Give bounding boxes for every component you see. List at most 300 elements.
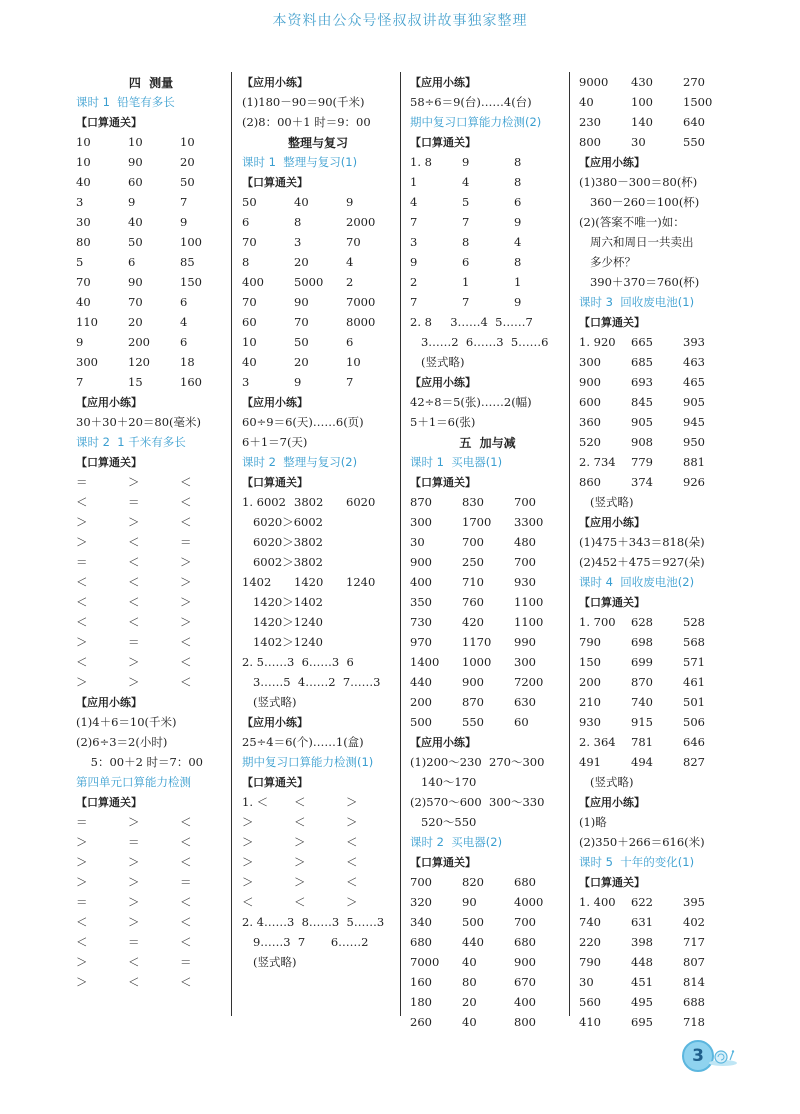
answer-cell: ＞: [76, 675, 88, 689]
answer-text: (1)4＋6＝10(千米): [76, 715, 177, 729]
answer-text: (2)6÷3＝2(小时): [76, 735, 168, 749]
lesson-heading: 课时 1 买电器(1): [410, 455, 503, 469]
answer-cell: 350: [410, 595, 432, 609]
answer-cell: 10: [242, 335, 257, 349]
answer-text: (竖式略): [242, 695, 297, 709]
answer-text: (2)350＋266＝616(米): [579, 835, 705, 849]
section-label: 【口算通关】: [579, 596, 645, 609]
answer-cell: ＝: [180, 955, 192, 969]
answer-cell: ＞: [180, 555, 192, 569]
answer-cell: 120: [128, 355, 150, 369]
answer-row: [76, 572, 226, 592]
answer-cell: 398: [631, 935, 653, 949]
answer-cell: 10: [76, 155, 91, 169]
answer-cell: ＝: [128, 635, 140, 649]
answer-column-2: [242, 72, 394, 1016]
answer-cell: ＜: [76, 495, 88, 509]
answer-cell: 461: [683, 675, 705, 689]
snail-icon: [708, 1046, 738, 1066]
answer-text: 390＋370＝760(杯): [579, 275, 700, 289]
answer-row: [579, 72, 729, 92]
answer-cell: 3: [76, 195, 84, 209]
answer-cell: 480: [514, 535, 536, 549]
answer-cell: 8000: [346, 315, 376, 329]
answer-cell: 1170: [462, 635, 492, 649]
answer-cell: 70: [128, 295, 143, 309]
answer-row: [410, 672, 565, 692]
section-label: 【应用小练】: [76, 396, 142, 409]
answer-cell: 717: [683, 935, 705, 949]
answer-cell: ＞: [242, 835, 254, 849]
answer-row: [76, 352, 226, 372]
answer-text: 6＋1＝7(天): [242, 435, 308, 449]
answer-row: [76, 832, 226, 852]
answer-cell: 926: [683, 475, 705, 489]
answer-cell: ＜: [180, 635, 192, 649]
section-label: 【应用小练】: [579, 796, 645, 809]
answer-cell: ＝: [180, 875, 192, 889]
answer-cell: 50: [242, 195, 257, 209]
answer-cell: 260: [410, 1015, 432, 1029]
answer-row: [242, 812, 394, 832]
answer-row: [579, 432, 729, 452]
answer-row: [76, 672, 226, 692]
answer-cell: ＞: [294, 875, 306, 889]
answer-text: 2. 8 3……4 5……7: [410, 315, 533, 329]
answer-cell: 440: [410, 675, 432, 689]
answer-cell: 9: [514, 295, 522, 309]
answer-text: (1)380－300＝80(杯): [579, 175, 698, 189]
answer-cell: ＞: [76, 955, 88, 969]
answer-cell: 40: [294, 195, 309, 209]
answer-cell: 410: [579, 1015, 601, 1029]
answer-cell: ＝: [76, 555, 88, 569]
answer-cell: 500: [462, 915, 484, 929]
answer-cell: 463: [683, 355, 705, 369]
answer-cell: 6: [242, 215, 250, 229]
answer-cell: 2. 734: [579, 455, 616, 469]
answer-cell: ＜: [294, 895, 306, 909]
answer-cell: ＜: [76, 615, 88, 629]
answer-cell: 3300: [514, 515, 544, 529]
answer-cell: ＞: [128, 515, 140, 529]
answer-cell: ＜: [76, 935, 88, 949]
answer-cell: ＞: [242, 815, 254, 829]
answer-cell: 20: [294, 255, 309, 269]
answer-cell: 440: [462, 935, 484, 949]
answer-row: [579, 732, 729, 752]
answer-cell: 710: [462, 575, 484, 589]
answer-cell: 402: [683, 915, 705, 929]
answer-cell: ＞: [294, 855, 306, 869]
answer-cell: 200: [410, 695, 432, 709]
answer-cell: 420: [462, 615, 484, 629]
answer-cell: 360: [579, 415, 601, 429]
answer-cell: 30: [76, 215, 91, 229]
answer-cell: 2: [346, 275, 354, 289]
answer-cell: 905: [683, 395, 705, 409]
answer-row: [242, 312, 394, 332]
answer-column-3: [410, 72, 565, 1029]
section-label: 【口算通关】: [579, 316, 645, 329]
answer-cell: ＜: [180, 895, 192, 909]
answer-cell: 140: [631, 115, 653, 129]
answer-cell: 5: [462, 195, 470, 209]
answer-row: [410, 972, 565, 992]
answer-cell: 930: [579, 715, 601, 729]
answer-row: [410, 232, 565, 252]
answer-cell: 6: [128, 255, 136, 269]
answer-text: 6020＞6002: [242, 515, 323, 529]
answer-cell: 300: [514, 655, 536, 669]
answer-cell: 1700: [462, 515, 492, 529]
answer-cell: 50: [294, 335, 309, 349]
answer-row: [579, 112, 729, 132]
answer-cell: 160: [180, 375, 202, 389]
lesson-heading: 课时 4 回收废电池(2): [579, 575, 695, 589]
answer-cell: 20: [294, 355, 309, 369]
answer-cell: 8: [514, 155, 522, 169]
answer-row: [410, 932, 565, 952]
answer-row: [76, 912, 226, 932]
answer-row: [579, 952, 729, 972]
answer-cell: 4: [462, 175, 470, 189]
answer-row: [76, 132, 226, 152]
answer-cell: 3: [242, 375, 250, 389]
answer-text: 360－260＝100(杯): [579, 195, 700, 209]
page-header: 本资料由公众号怪叔叔讲故事独家整理: [272, 13, 528, 29]
answer-text: 2. 4……3 8……3 5……3: [242, 915, 385, 929]
answer-cell: 9: [346, 195, 354, 209]
section-label: 【应用小练】: [242, 716, 308, 729]
section-label: 【应用小练】: [410, 376, 476, 389]
answer-cell: 4: [514, 235, 522, 249]
answer-cell: 400: [242, 275, 264, 289]
answer-cell: 4: [410, 195, 418, 209]
answer-cell: 8: [462, 235, 470, 249]
answer-text: 5：00＋2 时＝7：00: [76, 755, 203, 769]
answer-cell: 40: [76, 175, 91, 189]
answer-cell: 30: [631, 135, 646, 149]
answer-cell: 70: [242, 235, 257, 249]
answer-text: 1402＞1240: [242, 635, 323, 649]
answer-cell: 220: [579, 935, 601, 949]
answer-cell: 6: [514, 195, 522, 209]
answer-row: [76, 892, 226, 912]
answer-cell: 9: [180, 215, 188, 229]
answer-cell: 1: [410, 175, 418, 189]
answer-cell: 680: [514, 935, 536, 949]
answer-text: 2. 5……3 6……3 6: [242, 655, 354, 669]
answer-text: 周六和周日一共卖出: [579, 235, 694, 249]
answer-cell: 900: [514, 955, 536, 969]
answer-row: [410, 692, 565, 712]
unit-title: 四 测量: [128, 75, 174, 90]
answer-cell: ＜: [294, 795, 306, 809]
answer-cell: 180: [410, 995, 432, 1009]
answer-text: (1)200～230 270～300: [410, 755, 545, 769]
section-label: 【口算通关】: [242, 776, 308, 789]
answer-cell: 2: [410, 275, 418, 289]
answer-cell: 550: [683, 135, 705, 149]
answer-row: [242, 232, 394, 252]
answer-cell: 6020: [346, 495, 376, 509]
answer-cell: 550: [462, 715, 484, 729]
answer-row: [242, 252, 394, 272]
answer-cell: 40: [128, 215, 143, 229]
answer-row: [410, 632, 565, 652]
lesson-heading: 课时 1 铅笔有多长: [76, 95, 175, 109]
answer-cell: ＞: [76, 635, 88, 649]
answer-cell: 9: [410, 255, 418, 269]
answer-cell: 40: [462, 955, 477, 969]
answer-cell: 800: [514, 1015, 536, 1029]
answer-cell: 905: [631, 415, 653, 429]
answer-cell: 7000: [410, 955, 440, 969]
answer-row: [579, 652, 729, 672]
answer-cell: 700: [514, 915, 536, 929]
lesson-heading: 期中复习口算能力检测(1): [242, 755, 374, 769]
answer-row: [242, 192, 394, 212]
answer-cell: 730: [410, 615, 432, 629]
answer-row: [242, 832, 394, 852]
answer-cell: 30: [579, 975, 594, 989]
answer-text: (竖式略): [410, 355, 465, 369]
answer-cell: 6: [180, 295, 188, 309]
answer-row: [579, 692, 729, 712]
answer-cell: ＜: [180, 495, 192, 509]
answer-cell: ＜: [76, 575, 88, 589]
answer-cell: 790: [579, 955, 601, 969]
answer-cell: 495: [631, 995, 653, 1009]
answer-row: [76, 232, 226, 252]
answer-cell: 7: [410, 295, 418, 309]
answer-cell: 150: [579, 655, 601, 669]
answer-cell: 908: [631, 435, 653, 449]
answer-cell: 230: [579, 115, 601, 129]
answer-cell: ＞: [346, 895, 358, 909]
answer-cell: ＞: [76, 835, 88, 849]
answer-cell: 500: [410, 715, 432, 729]
answer-cell: 250: [462, 555, 484, 569]
answer-cell: ＜: [76, 655, 88, 669]
answer-cell: 1: [462, 275, 470, 289]
answer-cell: ＜: [128, 555, 140, 569]
answer-cell: 150: [180, 275, 202, 289]
answer-row: [579, 472, 729, 492]
answer-cell: 6: [180, 335, 188, 349]
answer-row: [410, 892, 565, 912]
answer-cell: 18: [180, 355, 195, 369]
answer-row: [76, 252, 226, 272]
answer-cell: 8: [514, 175, 522, 189]
answer-cell: 1100: [514, 615, 544, 629]
answer-row: [410, 572, 565, 592]
answer-cell: 9: [462, 155, 470, 169]
answer-cell: ＝: [76, 815, 88, 829]
answer-row: [76, 852, 226, 872]
answer-cell: ＜: [346, 875, 358, 889]
answer-cell: ＜: [76, 595, 88, 609]
answer-cell: ＞: [128, 915, 140, 929]
answer-cell: 7000: [346, 295, 376, 309]
answer-cell: 506: [683, 715, 705, 729]
answer-cell: ＜: [180, 855, 192, 869]
answer-cell: 40: [242, 355, 257, 369]
answer-text: (2)452＋475＝927(朵): [579, 555, 705, 569]
answer-cell: ＞: [346, 795, 358, 809]
section-label: 【口算通关】: [579, 876, 645, 889]
answer-row: [410, 612, 565, 632]
answer-row: [242, 792, 394, 812]
answer-cell: 3802: [294, 495, 324, 509]
answer-cell: 870: [631, 675, 653, 689]
answer-row: [410, 872, 565, 892]
answer-cell: 270: [683, 75, 705, 89]
answer-row: [579, 892, 729, 912]
answer-cell: ＞: [128, 815, 140, 829]
answer-row: [242, 272, 394, 292]
answer-cell: 2. 364: [579, 735, 616, 749]
answer-text: (竖式略): [242, 955, 297, 969]
section-label: 【口算通关】: [76, 456, 142, 469]
unit-title: 五 加与减: [459, 435, 516, 450]
answer-row: [410, 1012, 565, 1032]
answer-column-1: [76, 72, 226, 1016]
answer-cell: 814: [683, 975, 705, 989]
answer-cell: 631: [631, 915, 653, 929]
answer-cell: 622: [631, 895, 653, 909]
answer-cell: 7: [346, 375, 354, 389]
answer-row: [76, 472, 226, 492]
answer-row: [76, 192, 226, 212]
answer-cell: ＞: [242, 875, 254, 889]
answer-cell: 945: [683, 415, 705, 429]
answer-cell: 85: [180, 255, 195, 269]
answer-row: [579, 672, 729, 692]
answer-text: 6020＞3802: [242, 535, 323, 549]
answer-cell: 10: [76, 135, 91, 149]
answer-cell: 1100: [514, 595, 544, 609]
answer-cell: 8: [514, 255, 522, 269]
answer-cell: 970: [410, 635, 432, 649]
answer-cell: ＜: [346, 835, 358, 849]
answer-cell: ＝: [128, 935, 140, 949]
answer-cell: ＝: [128, 835, 140, 849]
answer-row: [76, 272, 226, 292]
answer-text: 25÷4＝6(个)……1(盒): [242, 735, 364, 749]
answer-cell: ＜: [128, 955, 140, 969]
answer-text: 3……5 4……2 7……3: [242, 675, 381, 689]
answer-text: 520～550: [410, 815, 477, 829]
answer-cell: ＜: [180, 515, 192, 529]
answer-cell: 950: [683, 435, 705, 449]
answer-text: 3……2 6……3 5……6: [410, 335, 549, 349]
answer-cell: ＝: [180, 535, 192, 549]
answer-row: [410, 712, 565, 732]
answer-cell: 494: [631, 755, 653, 769]
answer-cell: 600: [579, 395, 601, 409]
answer-cell: 451: [631, 975, 653, 989]
answer-cell: 465: [683, 375, 705, 389]
answer-row: [410, 272, 565, 292]
answer-cell: 640: [683, 115, 705, 129]
answer-row: [76, 552, 226, 572]
section-label: 【应用小练】: [242, 396, 308, 409]
answer-text: (2)570～600 300～330: [410, 795, 545, 809]
answer-cell: 20: [128, 315, 143, 329]
answer-row: [579, 632, 729, 652]
answer-row: [76, 952, 226, 972]
answer-row: [579, 992, 729, 1012]
answer-row: [579, 452, 729, 472]
answer-cell: 9: [514, 215, 522, 229]
answer-row: [410, 292, 565, 312]
answer-cell: 1420: [294, 575, 324, 589]
answer-row: [242, 332, 394, 352]
section-label: 【口算通关】: [410, 856, 476, 869]
answer-cell: 40: [76, 295, 91, 309]
answer-cell: ＜: [294, 815, 306, 829]
answer-cell: 430: [631, 75, 653, 89]
answer-cell: 300: [579, 355, 601, 369]
answer-row: [579, 912, 729, 932]
answer-cell: 1. 6002: [242, 495, 286, 509]
answer-cell: 80: [462, 975, 477, 989]
answer-cell: 60: [242, 315, 257, 329]
answer-text: 42÷8＝5(张)……2(幅): [410, 395, 532, 409]
answer-cell: 1500: [683, 95, 713, 109]
answer-row: [76, 652, 226, 672]
answer-row: [242, 352, 394, 372]
answer-cell: ＜: [346, 855, 358, 869]
answer-cell: 30: [410, 535, 425, 549]
answer-cell: 630: [514, 695, 536, 709]
answer-text: (1)475＋343＝818(朵): [579, 535, 705, 549]
answer-cell: 7: [410, 215, 418, 229]
answer-cell: ＝: [128, 495, 140, 509]
answer-cell: 1. 400: [579, 895, 616, 909]
answer-cell: 501: [683, 695, 705, 709]
answer-text: (2)8：00＋1 时＝9：00: [242, 115, 371, 129]
column-divider: [569, 72, 570, 1016]
answer-cell: 1: [514, 275, 522, 289]
answer-cell: 90: [128, 275, 143, 289]
answer-cell: ＞: [76, 535, 88, 549]
answer-row: [76, 812, 226, 832]
answer-cell: 300: [410, 515, 432, 529]
answer-cell: 781: [631, 735, 653, 749]
answer-row: [410, 532, 565, 552]
answer-row: [76, 372, 226, 392]
answer-cell: 70: [242, 295, 257, 309]
answer-cell: 100: [631, 95, 653, 109]
answer-cell: 5000: [294, 275, 324, 289]
answer-row: [242, 572, 394, 592]
answer-cell: 646: [683, 735, 705, 749]
section-label: 【应用小练】: [410, 76, 476, 89]
answer-cell: 400: [410, 575, 432, 589]
answer-row: [242, 852, 394, 872]
answer-row: [242, 892, 394, 912]
answer-cell: 200: [579, 675, 601, 689]
answer-row: [579, 752, 729, 772]
answer-cell: 560: [579, 995, 601, 1009]
answer-cell: 4000: [514, 895, 544, 909]
answer-cell: 2000: [346, 215, 376, 229]
answer-cell: 200: [128, 335, 150, 349]
answer-cell: ＞: [76, 875, 88, 889]
